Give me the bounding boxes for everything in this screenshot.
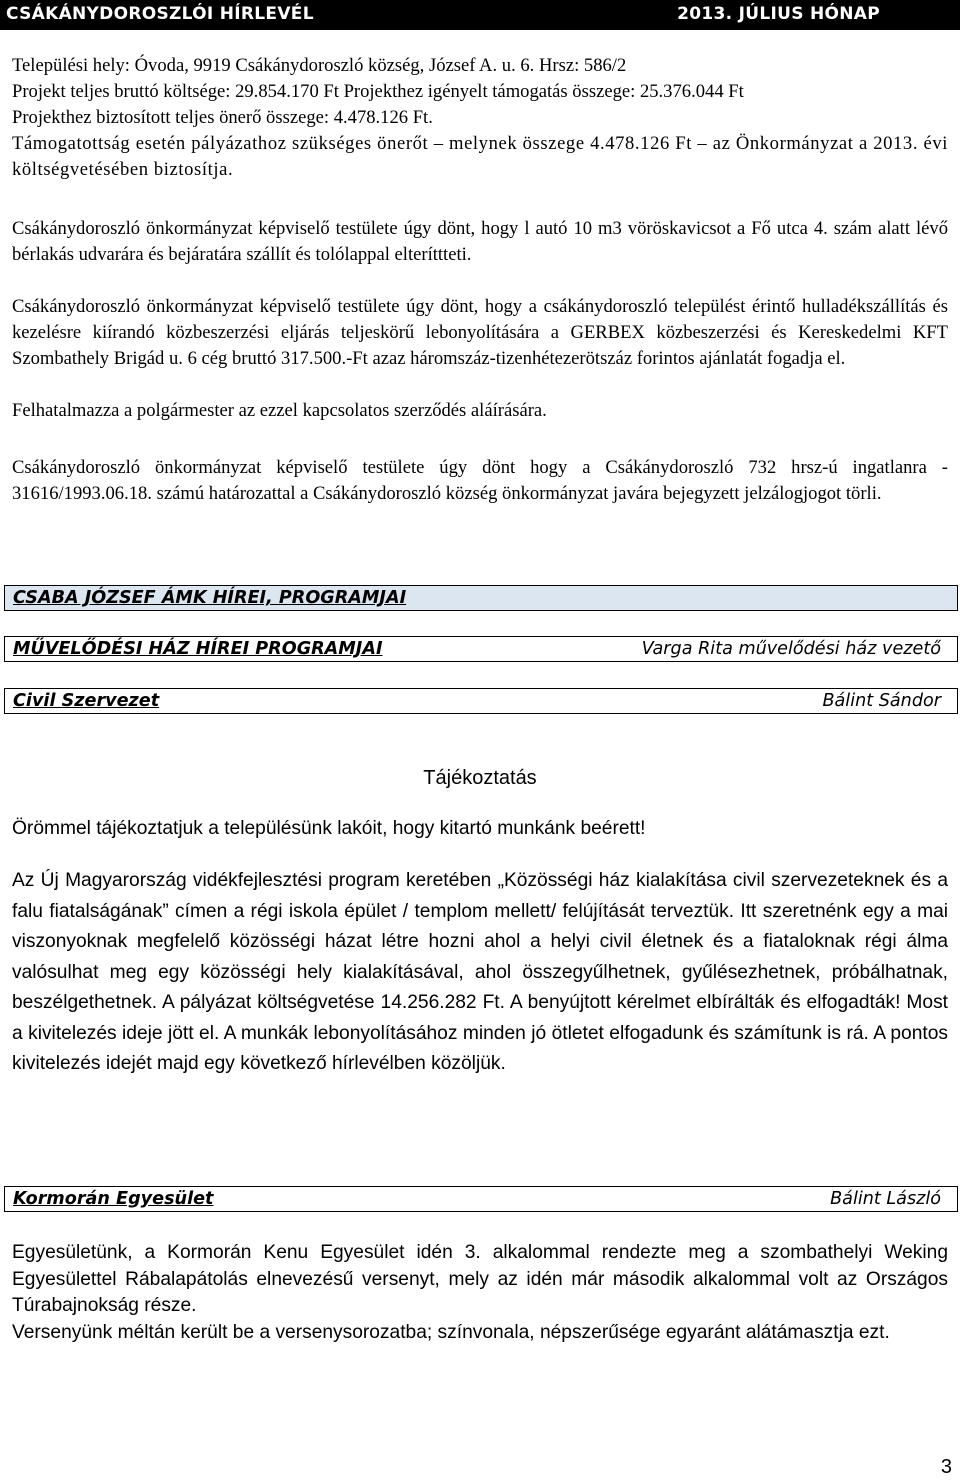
section-civil xyxy=(4,688,958,714)
page-number: 3 xyxy=(940,1456,952,1478)
waste-paragraph: Csákánydoroszló önkormányzat képviselő testülete úgy dönt, hogy a csákánydoroszló települést érintő hulladékszállítás és kezelésre kiírandó közbeszerzési eljárás teljeskörű lebonyolítására a GERBEX közbeszerzési és Kereskedelmi KFT Szombathely Brigád u. 6 cég bruttó 317.500.-Ft azaz háromszáz-tizenhétezerötszáz forintos ajánlatát fogadja el. xyxy=(12,296,948,369)
section-kormoran xyxy=(4,1186,958,1212)
gravel-paragraph: Csákánydoroszló önkormányzat képviselő testülete úgy dönt, hogy l autó 10 m3 vöröskavicsot a Fő utca 4. szám alatt lévő bérlakás udvarára és bejáratára szállít és tolólappal elteríttteti. xyxy=(12,218,948,265)
mortgage-paragraph: Csákánydoroszló önkormányzat képviselő testülete úgy dönt hogy a Csákánydoroszló 732 hrsz-ú ingatlanra - 31616/1993.06.18. számú határozattal a Csákánydoroszló község önkormányzat javára bejegyzett jelzálogjogot törli. xyxy=(12,457,948,504)
kormoran-paragraph-1: Egyesületünk, a Kormorán Kenu Egyesület idén 3. alkalommal rendezte meg a szombathelyi Weking Egyesülettel Rábalapátolás elnevezésű versenyt, mely az idén már második alkalommal volt az Országos Túrabajnokság része. xyxy=(12,1242,948,1316)
section-kormoran-title: Kormorán Egyesület xyxy=(13,1189,214,1209)
tajekoztatas-intro: Örömmel tájékoztatjuk a településünk lakóit, hogy kitartó munkánk beérett! xyxy=(12,818,646,839)
own-funds-line: Projekthez biztosított teljes önerő összege: 4.478.126 Ft. xyxy=(12,107,433,128)
section-amk-title: CSABA JÓZSEF ÁMK HÍREI, PROGRAMJAI xyxy=(13,588,407,608)
project-cost-line: Projekt teljes bruttó költsége: 29.854.170 Ft Projekthez igényelt támogatás összege: 25.376.044 Ft xyxy=(12,81,744,102)
section-muvelodes-lead: Varga Rita művelődési ház vezető xyxy=(641,639,941,659)
section-civil-title: Civil Szervezet xyxy=(13,691,160,711)
section-muvelodes xyxy=(4,636,958,662)
section-kormoran-lead: Bálint László xyxy=(830,1189,941,1209)
authorization-paragraph: Felhatalmazza a polgármester az ezzel kapcsolatos szerződés aláírására. xyxy=(12,400,547,421)
tajekoztatas-body: Az Új Magyarország vidékfejlesztési program keretében „Közösségi ház kialakítása civil szervezeteknek és a falu fiatalságának” címen a régi iskola épület / templom mellett/ felújítását terveztük. Itt szeretnénk egy a mai viszonyoknak megfelelő közösségi házat létre hozni ahol a helyi civil életnek és a fiataloknak régi álma valósulhat meg egy közösségi hely kialakításával, ahol összegyűlhetnek, gyűlésezhetnek, próbálhatnak, beszélgethetnek. A pályázat költségvetése 14.256.282 Ft. A benyújtott kérelmet elbírálták és elfogadták! Most a kivitelezés ideje jött el. A munkák lebonyolításához minden jó ötletet elfogadunk és számítunk is rá. A pontos kivitelezés idejét majd egy következő hírlevélben közöljük. xyxy=(12,870,948,1074)
newsletter-title: CSÁKÁNYDOROSZLÓI HÍRLEVÉL xyxy=(6,4,314,24)
location-line: Települési hely: Óvoda, 9919 Csákánydoroszló község, József A. u. 6. Hrsz: 586/2 xyxy=(12,55,627,76)
section-muvelodes-title: MŰVELŐDÉSI HÁZ HÍREI PROGRAMJAI xyxy=(13,639,383,659)
tajekoztatas-heading: Tájékoztatás xyxy=(423,767,537,789)
section-civil-lead: Bálint Sándor xyxy=(822,691,941,711)
newsletter-date: 2013. JÚLIUS HÓNAP xyxy=(677,4,880,24)
newsletter-header xyxy=(0,0,960,30)
support-paragraph: Támogatottság esetén pályázathoz szükséges önerőt – melynek összege 4.478.126 Ft – az Önkormányzat a 2013. évi költségvetésében biztosítja. xyxy=(12,133,948,180)
kormoran-paragraph-2: Versenyünk méltán került be a versenysorozatba; színvonala, népszerűsége egyaránt alátámasztja ezt. xyxy=(12,1322,890,1343)
section-amk xyxy=(4,585,958,611)
